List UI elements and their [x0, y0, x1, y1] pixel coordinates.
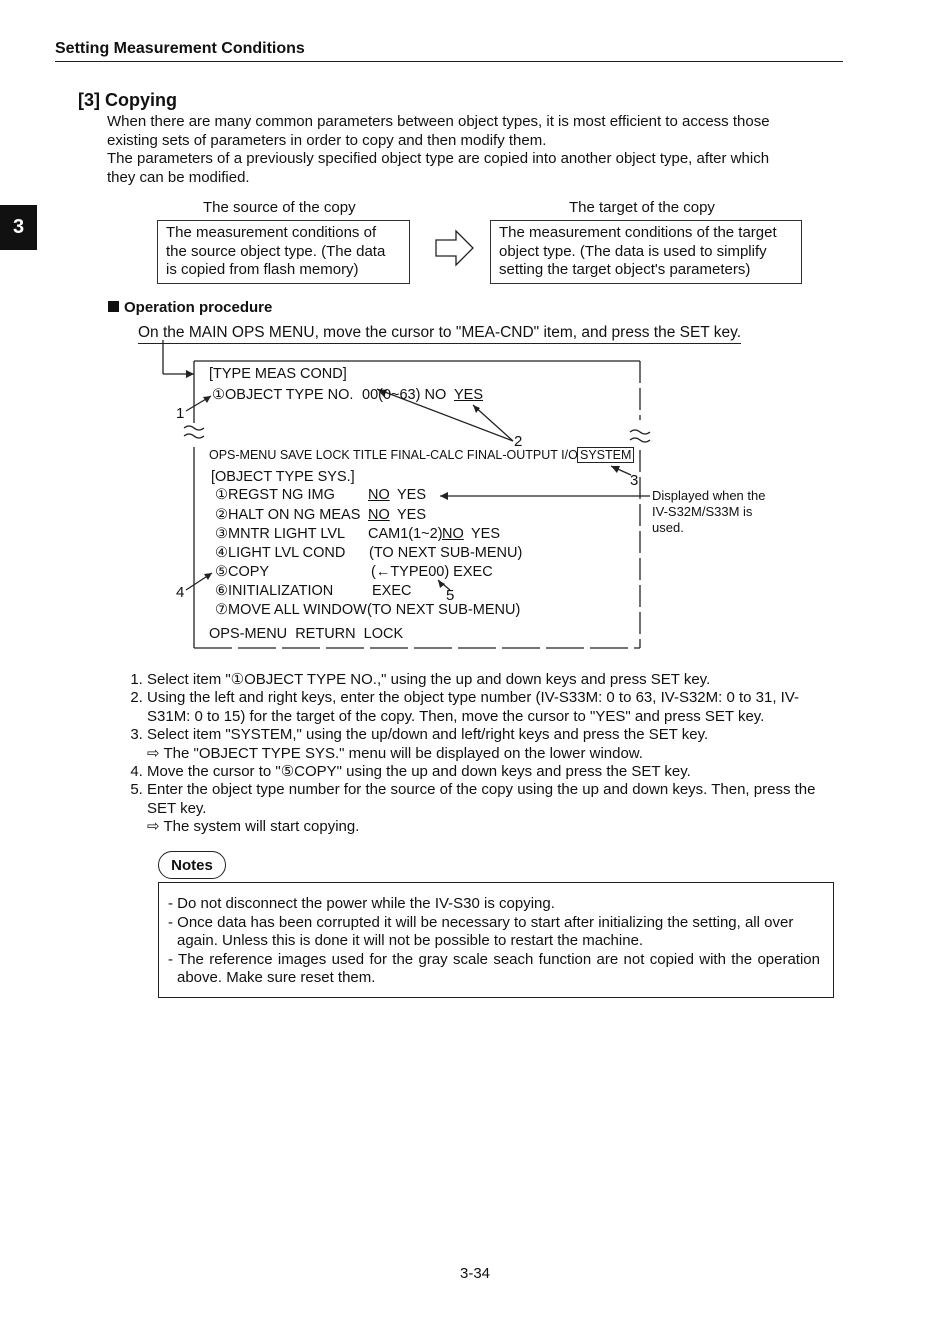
screen-object-type-label: ①OBJECT TYPE NO. — [212, 387, 354, 403]
callout-1: 1 — [176, 405, 185, 422]
screen-item-value: EXEC — [372, 583, 412, 599]
step-result — [147, 745, 834, 763]
note-item: - Do not disconnect the power while the IV-S30 is copying. — [168, 895, 555, 912]
result-arrow-icon: ⇨ — [147, 818, 160, 836]
callout-2: 2 — [514, 433, 523, 450]
screen-item-label: ⑤COPY — [215, 564, 270, 580]
screen-item-label: ⑥INITIALIZATION — [215, 583, 334, 599]
chapter-tab: 3 — [0, 205, 37, 250]
screen-item-value: (TO NEXT SUB-MENU) — [367, 602, 521, 618]
side-note-line: used. — [652, 520, 684, 535]
screen-menu-system: SYSTEM — [577, 447, 634, 463]
step-result-text: The system will start copying. — [163, 818, 360, 836]
screen-footer: OPS-MENU RETURN LOCK — [209, 626, 404, 642]
callout-5: 5 — [446, 587, 455, 604]
screen-menu-bar: OPS-MENU SAVE LOCK TITLE FINAL-CALC FINAL-OUTPUT I/O — [209, 448, 578, 462]
screen-object-type-value: 00(0~63) NO — [362, 387, 447, 403]
step-item — [147, 671, 834, 689]
screen-item-label: ②HALT ON NG MEAS — [215, 507, 361, 523]
callout-4: 4 — [176, 584, 185, 601]
steps-list — [129, 671, 834, 837]
screen-lower-title: [OBJECT TYPE SYS.] — [211, 469, 355, 485]
step-text: Select item "①OBJECT TYPE NO.," using the up and down keys and press SET key. — [147, 671, 711, 688]
screen-item-value: CAM1(1~2) — [368, 526, 443, 542]
note-item: - Once data has been corrupted it will be necessary to start after initializing the setting, all over again. Unless this is done it will not be possible to restart the machine. — [168, 913, 794, 949]
page-number: 3-34 — [459, 1265, 491, 1282]
screen-item-selected: NO — [368, 507, 390, 523]
operation-heading-text: Operation procedure — [124, 299, 273, 316]
screen-item-selected: NO — [442, 526, 464, 542]
source-line: is copied from flash memory) — [166, 261, 359, 278]
step-text: Select item "SYSTEM," using the up/down and left/right keys and press the SET key. — [147, 726, 709, 744]
step-text: Using the left and right keys, enter the object type number (IV-S33M: 0 to 63, IV-S32M: 0 to 31, IV-S31M: 0 to 15) for the target of the copy. Then, move the cursor to "YES" and press SET key. — [147, 689, 800, 725]
note-item: - The reference images used for the gray scale seach function are not copied with the operation above. Make sure reset them. — [168, 950, 820, 986]
step-item — [147, 689, 834, 726]
step-item — [147, 763, 834, 781]
step-item — [147, 726, 834, 763]
intro-line: The parameters of a previously specified object type are copied into another object type, after which — [107, 150, 770, 167]
side-note-line: Displayed when the — [652, 488, 766, 503]
running-header: Setting Measurement Conditions — [55, 40, 305, 57]
screen-item-value: (←TYPE00) EXEC — [371, 564, 493, 580]
notes-title: Notes — [158, 851, 226, 879]
step-result — [147, 818, 834, 836]
screen-upper-title: [TYPE MEAS COND] — [209, 366, 347, 382]
target-line: setting the target object's parameters) — [499, 261, 751, 278]
screen-object-type-yes: YES — [454, 387, 484, 403]
result-arrow-icon: ⇨ — [147, 744, 160, 762]
target-line: object type. (The data is used to simplify — [499, 242, 767, 260]
intro-line: they can be modified. — [107, 168, 250, 186]
intro-line: existing sets of parameters in order to copy and then modify them. — [107, 131, 547, 149]
screen-item-label: ③MNTR LIGHT LVL — [215, 526, 346, 542]
screen-item-option: YES — [397, 507, 427, 523]
screen-item-label: ④LIGHT LVL COND — [215, 545, 346, 561]
step-item — [147, 781, 834, 836]
step-text: Enter the object type number for the source of the copy using the up and down keys. Then, press the SET key. — [147, 781, 816, 817]
target-label: The target of the copy — [569, 199, 715, 216]
source-line: the source object type. (The data — [166, 242, 386, 260]
side-note-line: IV-S32M/S33M is — [652, 504, 753, 519]
step-text: Move the cursor to "⑤COPY" using the up and down keys and press the SET key. — [147, 763, 691, 781]
screen-item-label: ①REGST NG IMG — [215, 487, 335, 503]
step-result-text: The "OBJECT TYPE SYS." menu will be displayed on the lower window. — [163, 744, 643, 762]
notes-box — [158, 882, 834, 998]
source-line: The measurement conditions of — [166, 224, 377, 241]
side-note — [652, 488, 765, 536]
section-title: [3] Copying — [78, 90, 177, 110]
callout-3: 3 — [630, 472, 639, 489]
intro-line: When there are many common parameters between object types, it is most efficient to access those — [107, 113, 770, 130]
source-label: The source of the copy — [203, 199, 356, 216]
operation-intro: On the MAIN OPS MENU, move the cursor to "MEA-CND" item, and press the SET key. — [138, 324, 741, 344]
screen-item-option: YES — [471, 526, 501, 542]
screen-item-value: (TO NEXT SUB-MENU) — [369, 545, 523, 561]
screen-item-label: ⑦MOVE ALL WINDOW — [215, 602, 367, 618]
screen-item-option: YES — [397, 487, 427, 503]
target-line: The measurement conditions of the target — [499, 224, 777, 241]
screen-item-selected: NO — [368, 487, 390, 503]
